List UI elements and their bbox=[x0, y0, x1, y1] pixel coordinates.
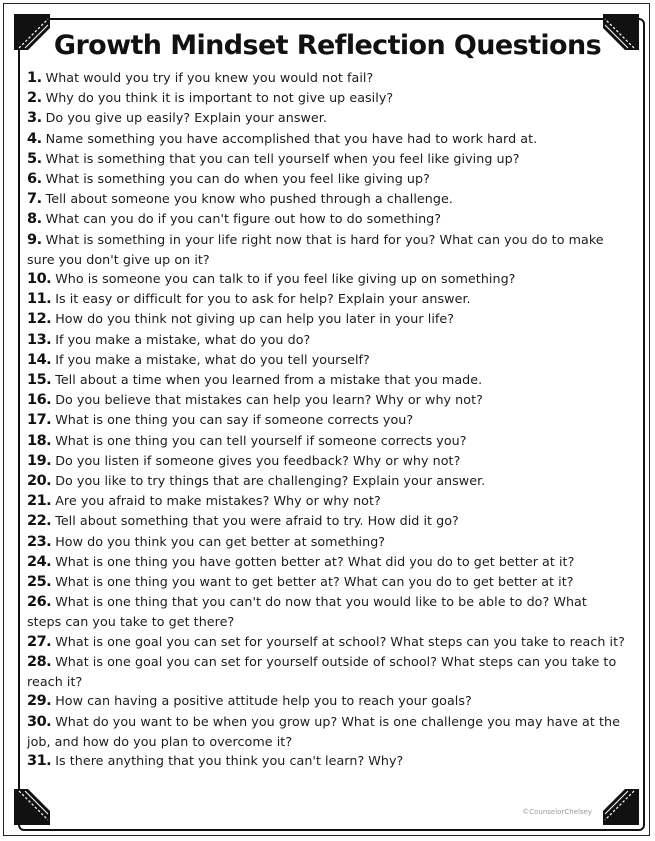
question-item bbox=[27, 108, 625, 128]
question-number: 12. bbox=[27, 311, 52, 328]
question-text: What is something you can do when you feel like giving up? bbox=[45, 171, 430, 187]
question-number: 25. bbox=[27, 574, 52, 591]
question-number: 1. bbox=[27, 70, 42, 86]
question-text: What is one thing you can say if someone corrects you? bbox=[55, 412, 414, 428]
question-number: 21. bbox=[27, 493, 52, 510]
question-item bbox=[27, 552, 625, 572]
question-text: What do you want to be when you grow up? What is one challenge you may have at the job, and how do you plan to overcome it? bbox=[27, 713, 620, 749]
question-item bbox=[27, 289, 625, 309]
question-text: Tell about someone you know who pushed through a challenge. bbox=[45, 191, 453, 207]
question-number: 17. bbox=[27, 412, 52, 429]
question-item bbox=[27, 410, 625, 430]
question-number: 19. bbox=[27, 452, 52, 469]
question-text: What is one goal you can set for yourself at school? What steps can you take to reach it? bbox=[55, 633, 625, 649]
question-number: 24. bbox=[27, 553, 52, 570]
question-item bbox=[27, 592, 625, 631]
question-item bbox=[27, 652, 625, 691]
question-text: Why do you think it is important to not give up easily? bbox=[45, 90, 394, 106]
question-text: Do you believe that mistakes can help you learn? Why or why not? bbox=[55, 392, 483, 408]
question-number: 15. bbox=[27, 372, 52, 389]
question-item bbox=[27, 169, 625, 189]
question-number: 3. bbox=[27, 110, 42, 127]
question-text: What is one thing you can tell yourself if someone corrects you? bbox=[55, 432, 467, 448]
question-number: 28. bbox=[27, 653, 52, 670]
question-item bbox=[27, 309, 625, 329]
question-text: What is one thing you have gotten better at? What did you do to get better at it? bbox=[55, 553, 575, 569]
corner-ornament-icon bbox=[14, 789, 50, 825]
question-item bbox=[27, 712, 625, 751]
question-item bbox=[27, 370, 625, 390]
question-item bbox=[27, 491, 625, 511]
question-item bbox=[27, 88, 625, 108]
question-text: Are you afraid to make mistakes? Why or why not? bbox=[55, 493, 381, 509]
question-text: Do you listen if someone gives you feedback? Why or why not? bbox=[55, 452, 461, 468]
question-text: Is it easy or difficult for you to ask for help? Explain your answer. bbox=[55, 291, 471, 307]
question-item bbox=[27, 751, 625, 771]
question-text: Do you give up easily? Explain your answer. bbox=[45, 110, 327, 126]
question-item bbox=[27, 471, 625, 491]
question-text: What is something in your life right now that is hard for you? What can you do to make sure you don't give up on it? bbox=[27, 231, 604, 267]
question-text: What is one thing you want to get better at? What can you do to get better at it? bbox=[55, 574, 574, 590]
question-number: 4. bbox=[27, 130, 42, 147]
question-item bbox=[27, 431, 625, 451]
question-item bbox=[27, 129, 625, 149]
question-number: 18. bbox=[27, 432, 52, 449]
question-text: Tell about a time when you learned from a mistake that you made. bbox=[55, 372, 483, 388]
question-number: 16. bbox=[27, 392, 52, 409]
corner-ornament-icon bbox=[603, 789, 639, 825]
question-number: 30. bbox=[27, 713, 52, 730]
page-title: Growth Mindset Reflection Questions bbox=[53, 30, 602, 61]
question-number: 31. bbox=[27, 752, 52, 769]
question-text: Name something you have accomplished that you have had to work hard at. bbox=[45, 130, 538, 146]
question-item bbox=[27, 269, 625, 289]
question-number: 20. bbox=[27, 473, 52, 490]
question-text: How do you think not giving up can help you later in your life? bbox=[55, 311, 455, 327]
question-text: If you make a mistake, what do you do? bbox=[55, 331, 311, 347]
question-item bbox=[27, 330, 625, 350]
question-text: What is one thing that you can't do now that you would like to be able to do? What steps can you take to get there? bbox=[27, 594, 587, 630]
question-text: What can you do if you can't figure out how to do something? bbox=[45, 211, 442, 227]
question-item bbox=[27, 189, 625, 209]
question-number: 9. bbox=[27, 231, 42, 248]
question-number: 2. bbox=[27, 90, 42, 107]
question-number: 6. bbox=[27, 171, 42, 188]
question-number: 5. bbox=[27, 150, 42, 167]
credit-watermark: ©CounselorChelsey bbox=[522, 808, 592, 816]
question-text: What would you try if you knew you would not fail? bbox=[45, 70, 374, 85]
question-number: 26. bbox=[27, 594, 52, 611]
question-number: 10. bbox=[27, 271, 52, 288]
question-number: 27. bbox=[27, 633, 52, 650]
question-text: How do you think you can get better at something? bbox=[55, 533, 386, 549]
question-number: 14. bbox=[27, 351, 52, 368]
question-text: How can having a positive attitude help you to reach your goals? bbox=[55, 693, 472, 709]
question-item bbox=[27, 632, 625, 652]
question-number: 11. bbox=[27, 291, 52, 308]
question-text: If you make a mistake, what do you tell yourself? bbox=[55, 351, 370, 367]
question-item bbox=[27, 532, 625, 552]
question-text: Is there anything that you think you can't learn? Why? bbox=[55, 752, 404, 768]
question-text: Do you like to try things that are challenging? Explain your answer. bbox=[55, 473, 486, 489]
question-item bbox=[27, 691, 625, 711]
question-list bbox=[27, 68, 625, 771]
question-number: 29. bbox=[27, 693, 52, 710]
question-number: 22. bbox=[27, 513, 52, 530]
question-number: 13. bbox=[27, 331, 52, 348]
question-item bbox=[27, 572, 625, 592]
question-number: 23. bbox=[27, 533, 52, 550]
question-item bbox=[27, 511, 625, 531]
question-number: 8. bbox=[27, 211, 42, 228]
question-item bbox=[27, 149, 625, 169]
question-item bbox=[27, 390, 625, 410]
question-item bbox=[27, 68, 625, 88]
question-text: What is one goal you can set for yourself outside of school? What steps can you take to reach it? bbox=[27, 653, 617, 690]
question-number: 7. bbox=[27, 191, 42, 208]
question-text: Tell about something that you were afraid to try. How did it go? bbox=[55, 513, 459, 529]
question-item bbox=[27, 451, 625, 471]
question-item bbox=[27, 209, 625, 229]
question-item bbox=[27, 350, 625, 370]
question-item bbox=[27, 230, 625, 269]
question-text: Who is someone you can talk to if you feel like giving up on something? bbox=[55, 271, 516, 287]
question-text: What is something that you can tell yourself when you feel like giving up? bbox=[45, 150, 520, 166]
